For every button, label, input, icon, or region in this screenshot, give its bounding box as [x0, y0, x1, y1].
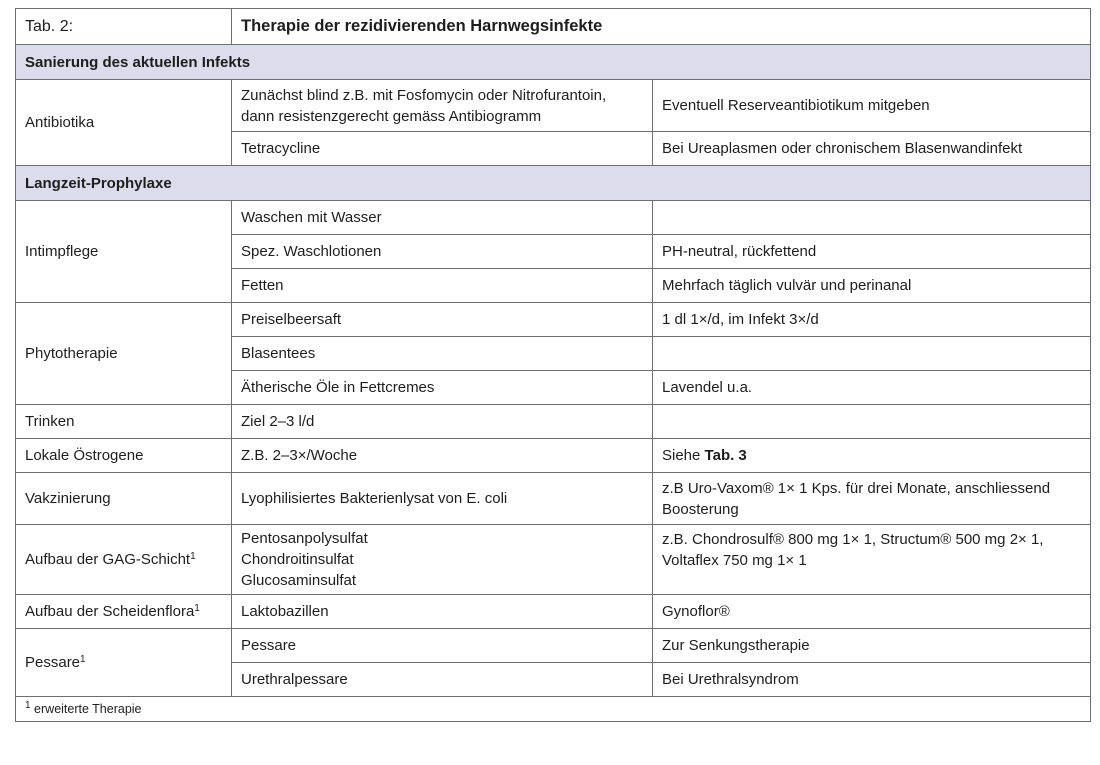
table-cell — [653, 337, 1091, 371]
row-label-oestrogene: Lokale Östrogene — [16, 439, 232, 473]
table-cell: Ätherische Öle in Fettcremes — [232, 371, 653, 405]
table-cell: Z.B. 2–3×/Woche — [232, 439, 653, 473]
footnote — [16, 697, 1091, 722]
cell-line: Voltaflex 750 mg 1× 1 — [662, 552, 807, 569]
row-label-antibiotika: Antibiotika — [16, 80, 232, 166]
table-cell: Gynoflor® — [653, 595, 1091, 629]
table-cell: Laktobazillen — [232, 595, 653, 629]
table-label: Tab. 2: — [16, 9, 232, 45]
table-cell: Eventuell Reserveantibiotikum mitgeben — [653, 80, 1091, 132]
table-cell: Blasentees — [232, 337, 653, 371]
cell-line: Boosterung — [662, 500, 739, 518]
footnote-marker: 1 — [25, 699, 31, 711]
table-cell: Bei Ureaplasmen oder chronischem Blasenwandinfekt — [653, 132, 1091, 166]
therapy-table — [15, 8, 1091, 722]
section-title-sanierung: Sanierung des aktuellen Infekts — [16, 45, 1091, 80]
row-label-text: Pessare — [25, 654, 81, 671]
table-cell — [653, 473, 1091, 525]
table-title: Therapie der rezidivierenden Harnwegsinfekte — [232, 9, 1091, 45]
table-cell — [232, 525, 653, 595]
table-cell: Pessare — [232, 629, 653, 663]
table-row — [16, 595, 1091, 629]
cell-text: Siehe — [662, 447, 701, 464]
table-cell: Fetten — [232, 269, 653, 303]
table-cell — [232, 80, 653, 132]
row-label-text: Aufbau der Scheidenflora — [25, 603, 195, 620]
table-row — [16, 80, 1091, 132]
table-row — [16, 629, 1091, 663]
table-cell: 1 dl 1×/d, im Infekt 3×/d — [653, 303, 1091, 337]
table-cell: Preiselbeersaft — [232, 303, 653, 337]
row-label-vakzinierung: Vakzinierung — [16, 473, 232, 525]
table-reference: Tab. 3 — [704, 447, 747, 464]
table-row — [16, 473, 1091, 525]
table-cell: Urethralpessare — [232, 663, 653, 697]
table-cell: Lyophilisiertes Bakterienlysat von E. coli — [232, 473, 653, 525]
cell-line: z.B Uro-Vaxom® 1× 1 Kps. für drei Monate, anschliessend — [662, 479, 1051, 497]
table-cell — [653, 439, 1091, 473]
row-label-intimpflege: Intimpflege — [16, 201, 232, 303]
row-label-phytotherapie: Phytotherapie — [16, 303, 232, 405]
cell-line: z.B. Chondrosulf® 800 mg 1× 1, Structum® 500 mg 2× 1, — [662, 531, 1044, 548]
table-row — [16, 439, 1091, 473]
table-row — [16, 525, 1091, 595]
table-row — [16, 303, 1091, 337]
cell-line: Zunächst blind z.B. mit Fosfomycin oder Nitrofurantoin, — [241, 86, 607, 104]
cell-line: Pentosanpolysulfat — [241, 530, 368, 547]
cell-line: Glucosaminsulfat — [241, 572, 357, 589]
footnote-marker: 1 — [190, 551, 196, 562]
footnote-marker: 1 — [80, 654, 86, 665]
table-cell: Zur Senkungstherapie — [653, 629, 1091, 663]
section-header — [16, 45, 1091, 80]
footnote-marker: 1 — [194, 603, 200, 614]
table-cell: Ziel 2–3 l/d — [232, 405, 653, 439]
therapy-table-container — [15, 8, 1090, 722]
row-label-scheidenflora — [16, 595, 232, 629]
cell-line: Chondroitinsulfat — [241, 551, 354, 568]
table-cell — [653, 405, 1091, 439]
table-row — [16, 405, 1091, 439]
cell-line: dann resistenzgerecht gemäss Antibiogramm — [241, 107, 542, 125]
table-title-row — [16, 9, 1091, 45]
footnote-row — [16, 697, 1091, 722]
section-title-prophylaxe: Langzeit-Prophylaxe — [16, 166, 1091, 201]
table-cell: Spez. Waschlotionen — [232, 235, 653, 269]
table-cell — [653, 525, 1091, 595]
row-label-gag — [16, 525, 232, 595]
table-cell: Tetracycline — [232, 132, 653, 166]
table-cell: Mehrfach täglich vulvär und perinanal — [653, 269, 1091, 303]
table-cell: Bei Urethralsyndrom — [653, 663, 1091, 697]
row-label-text: Aufbau der GAG-Schicht — [25, 551, 191, 568]
table-cell: Lavendel u.a. — [653, 371, 1091, 405]
row-label-pessare — [16, 629, 232, 697]
table-cell — [653, 201, 1091, 235]
table-row — [16, 201, 1091, 235]
section-header — [16, 166, 1091, 201]
table-cell: PH-neutral, rückfettend — [653, 235, 1091, 269]
table-cell: Waschen mit Wasser — [232, 201, 653, 235]
row-label-trinken: Trinken — [16, 405, 232, 439]
footnote-text: erweiterte Therapie — [34, 701, 142, 716]
